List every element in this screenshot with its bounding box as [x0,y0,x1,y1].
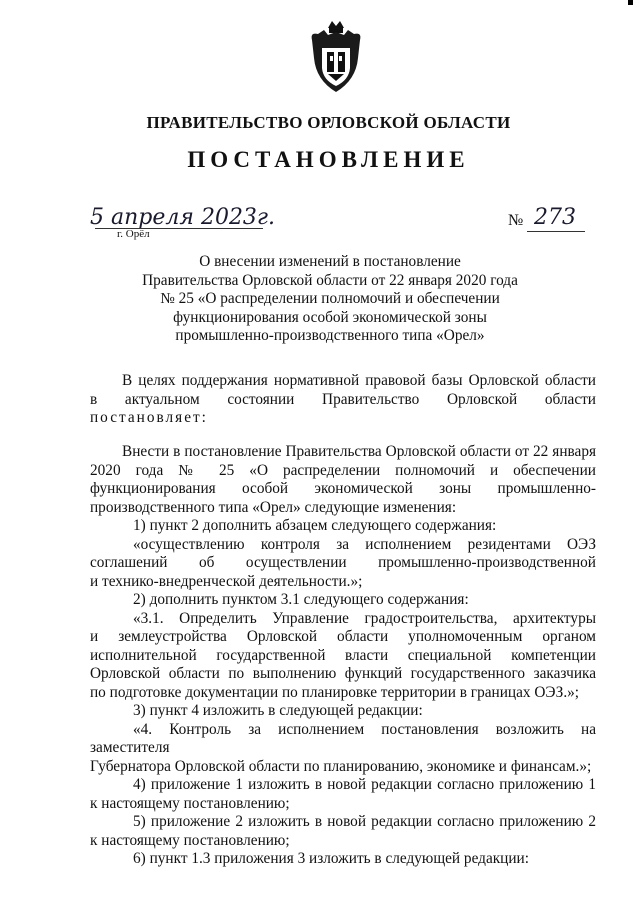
body-line: в актуальном состоянии Правительство Орловской области [90,390,596,408]
body-line: «3.1. Определить Управление градостроительства, архитектуры [133,609,596,627]
scan-corner-mark [628,0,633,5]
body-line: «4. Контроль за исполнением постановления возложить на заместителя [90,720,596,756]
title-line: № 25 «О распределении полномочий и обеспечении [160,290,500,308]
organization-name: ПРАВИТЕЛЬСТВО ОРЛОВСКОЙ ОБЛАСТИ [146,113,511,132]
body-line: 6) пункт 1.3 приложения 3 изложить в следующей редакции: [133,850,529,867]
body-line: 2020 года № 25 «О распределении полномочий и обеспечении [90,461,596,479]
intro-paragraph [90,372,596,428]
handwritten-date: 5 апреля 2023г. [90,205,276,230]
body-line: 4) приложение 1 изложить в новой редакции согласно приложению 1 [133,776,596,793]
document-title [110,253,550,346]
body-line: соглашений об осуществлении промышленно-производственной [90,554,596,571]
body-line: Внести в постановление Правительства Орловской области от 22 января [122,443,596,460]
body-line: исполнительной государственной власти специальной компетенции [90,646,596,664]
main-paragraph [90,443,596,869]
body-line: 2) дополнить пунктом 3.1 следующего содержания: [133,591,469,608]
body-line: и землеустройства Орловской области уполномоченным органом [90,628,596,645]
body-line: к настоящему постановлению; [90,831,290,849]
body-line: В целях поддержания нормативной правовой базы Орловской области [122,372,596,389]
body-line: Орловской области по выполнению функций государственного заказчика [90,665,596,682]
handwritten-number: 273 [534,205,576,230]
body-line: производственного типа «Орел» следующие изменения: [90,498,457,516]
city-label: г. Орёл [117,228,150,240]
body-line: 1) пункт 2 дополнить абзацем следующего содержания: [133,517,497,534]
body-line: 3) пункт 4 изложить в следующей редакции: [133,702,423,719]
body-line: и технико-внедренческой деятельности.»; [90,572,363,590]
body-line: к настоящему постановлению; [90,794,290,812]
body-line: «осуществлению контроля за исполнением резидентами ОЭЗ [133,535,596,553]
number-underline [527,231,585,232]
body-line: Губернатора Орловской области по планированию, экономике и финансам.»; [90,757,592,775]
body-line: по подготовке документации по планировке территории в границах ОЭЗ.»; [90,683,580,701]
body-line: постановляет: [90,409,208,426]
title-line: О внесении изменений в постановление [199,253,461,270]
document-type: ПОСТАНОВЛЕНИЕ [187,147,470,172]
title-line: промышленно-производственного типа «Орел» [175,327,485,345]
body-line: 5) приложение 2 изложить в новой редакции согласно приложению 2 [133,813,596,830]
coat-of-arms-icon [306,18,366,98]
body-line: функционирования особой экономической зоны промышленно- [90,480,596,497]
number-label: № [508,212,524,229]
title-line: функционирования особой экономической зоны [173,308,487,326]
title-line: Правительства Орловской области от 22 января 2020 года [142,271,518,289]
